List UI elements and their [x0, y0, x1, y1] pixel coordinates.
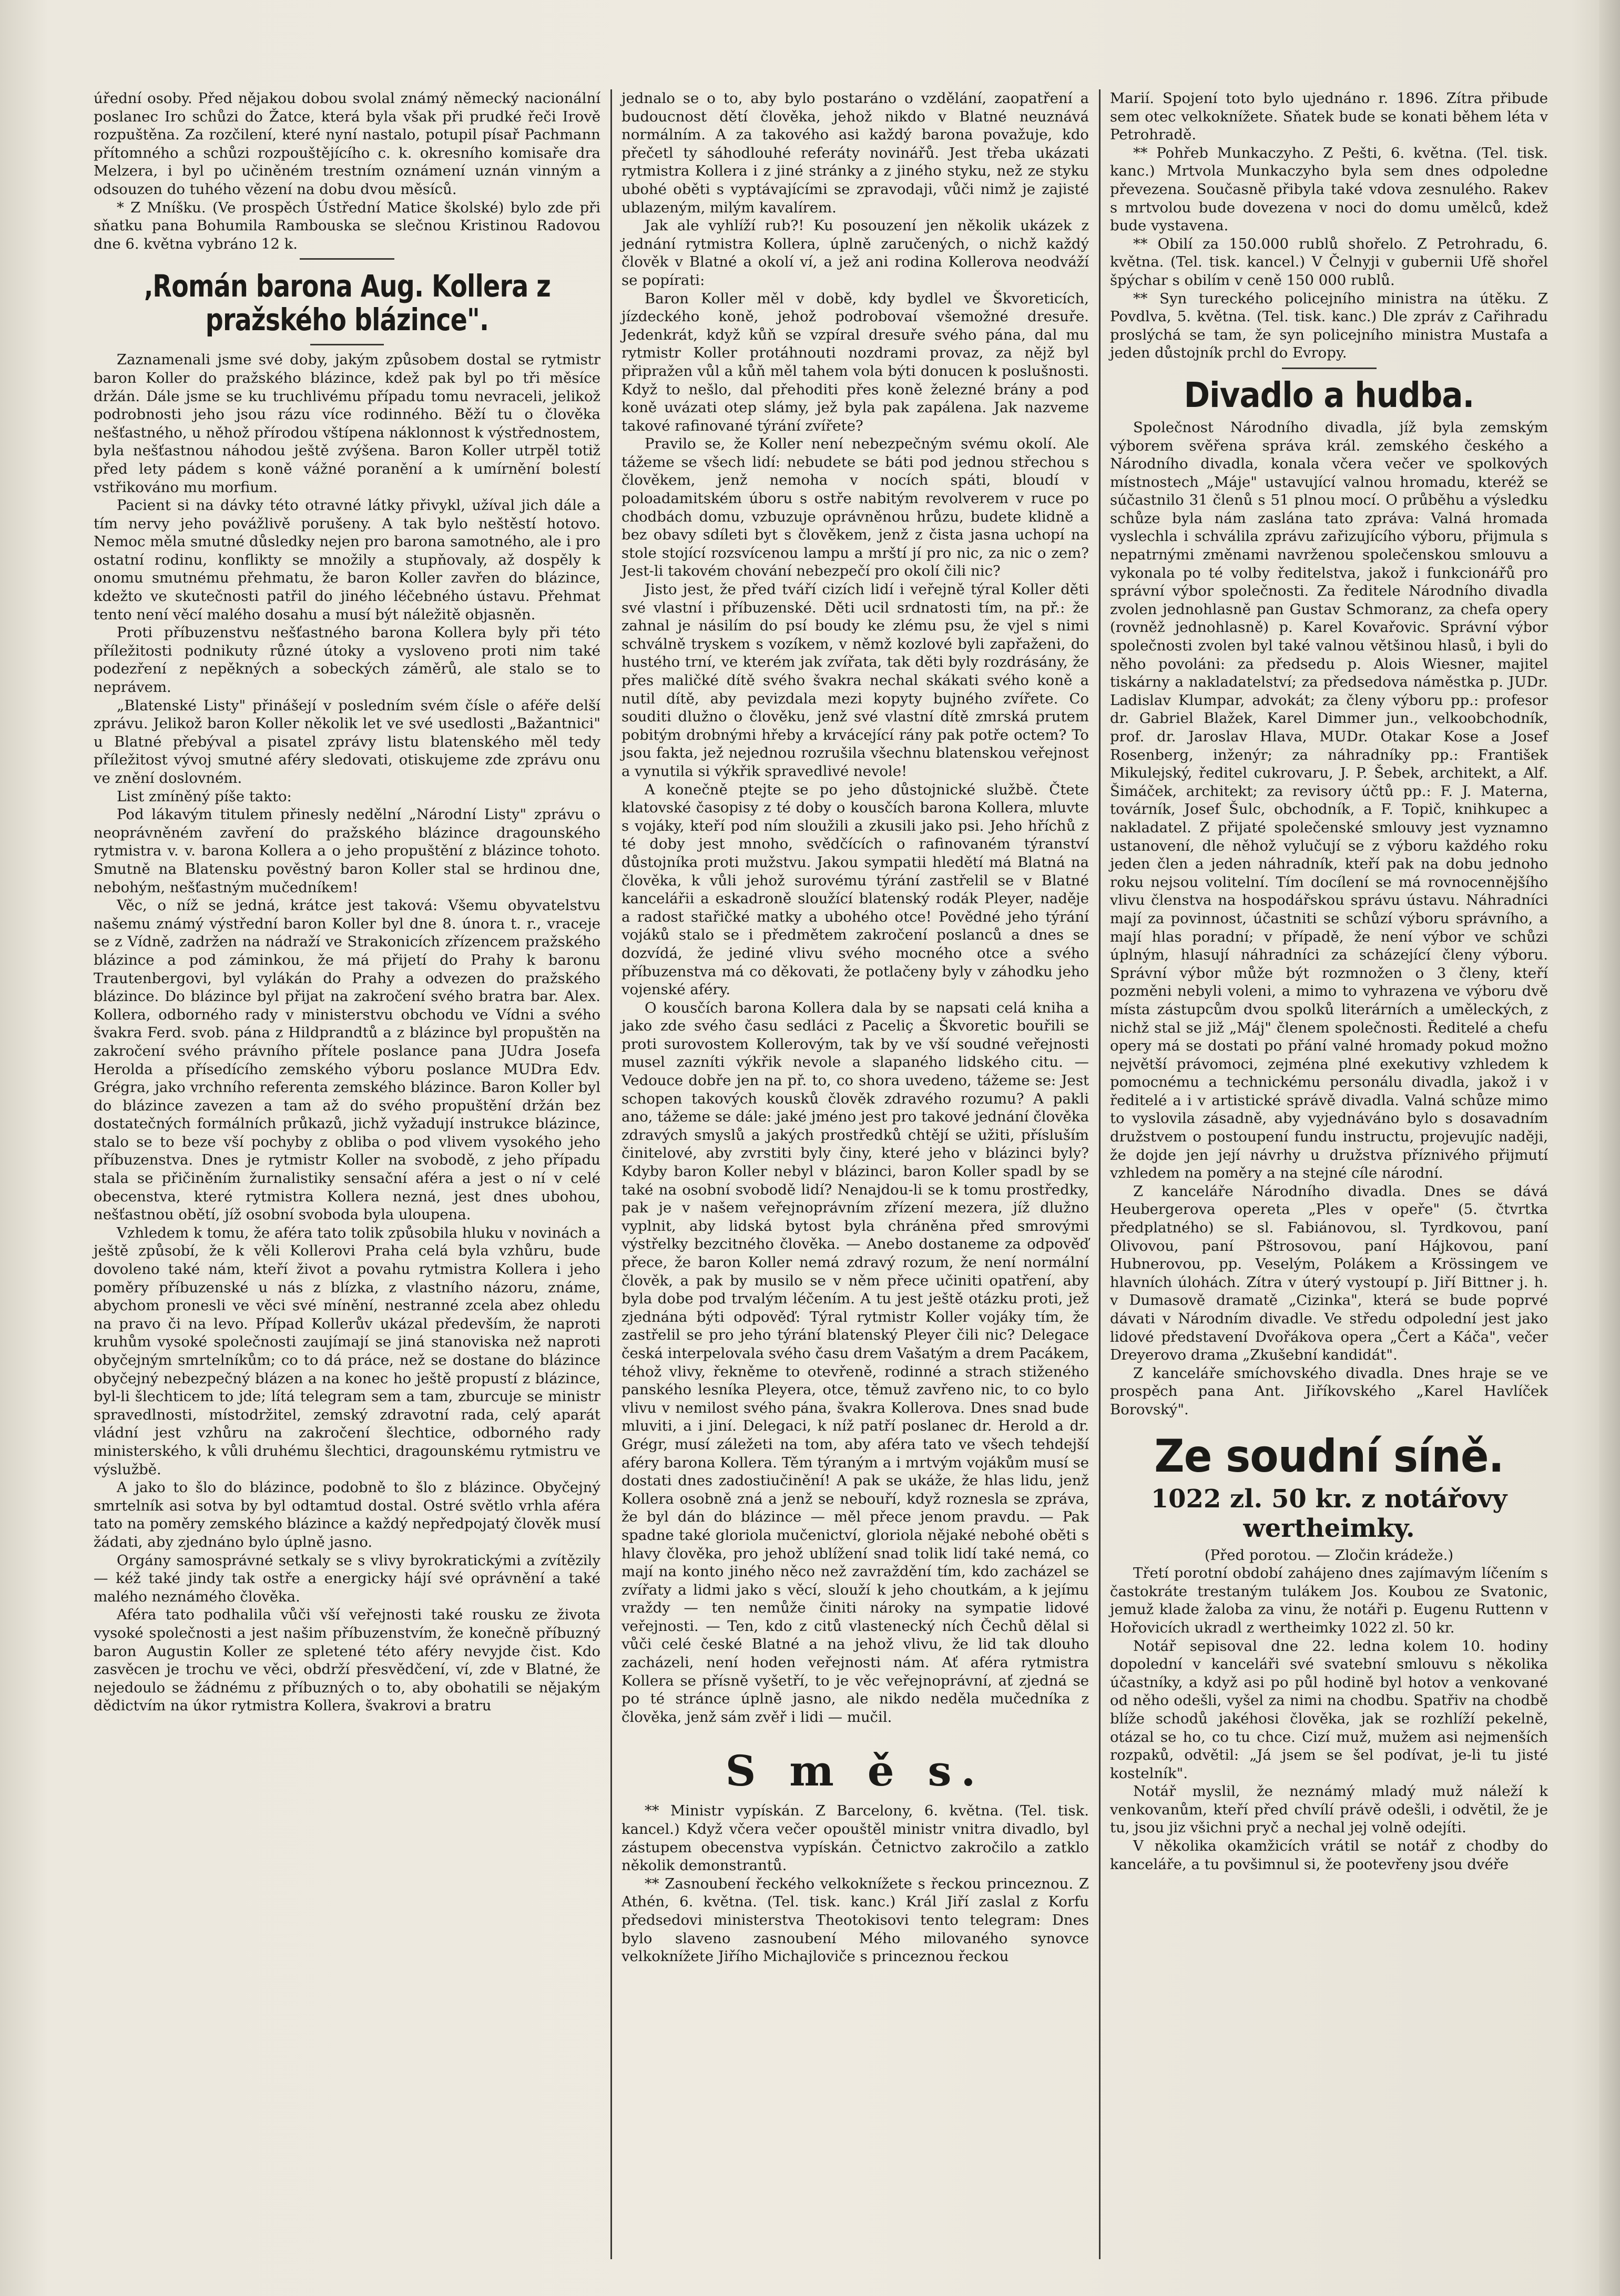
text-paragraph: ** Syn tureckého policejního ministra na útěku. Z Povdlva, 5. května. (Tel. tisk. kanc.) Dle zpráv z Cařihradu proslýchá se tam, že syn policejního ministra Mustafa a jeden důstojník prchl do Evropy.	[1110, 290, 1548, 362]
article-columns	[84, 89, 1573, 2259]
text-paragraph: Aféra tato podhalila vůči vší veřejnosti také rousku ze života vysoké společnosti a jest našim příbuzenstvím, že konečně příbuzný baron Augustin Koller ze spletené této aféry nevyjde čist. Kdo zasvěcen je trochu ve věci, obdrží přesvědčení, ví, zde v Blatné, že nejedoulo se žádnému z příbuzných o to, aby obohatili se nějakým dědictvím na úkor rytmistra Kollera, švakrovi a bratru	[94, 1606, 600, 1715]
text-paragraph: Vzhledem k tomu, že aféra tato tolik způsobila hluku v novinách a ještě způsobí, že k věli Kollerovi Praha celá byla vzhůru, bude dovoleno také nám, kteří život a povahu rytmistra Kollera i jeho poměry příbuzenské u nás z blízka, z vlastního názoru, známe, abychom pronesli ve věci své mínění, nestranné zcela abez ohledu na pravo či na levo. Případ Kollerův ukázal především, že naproti kruhům vysoké společnosti zaujímají se jiná stanoviska než naproti obyčejným smrtelníkům; co to dá práce, než se dostane do blázince obyčejný nebezpečný blázen a na konec ho ještě propustí z blázince, byl-li šlechticem to jde; lítá telegram sem a tam, zburcuje se ministr spravedlnosti, místodržitel, zemský zdravotní rada, celý aparát vládní jest vzhůru na zakročení šlechtice, odborného rady ministerského, k vůli druhému šlechtici, dragounskému rytmistru ve výslužbě.	[94, 1224, 600, 1478]
text-paragraph: V několika okamžicích vrátil se notář z chodby do kanceláře, a tu povšimnul si, že pootevřeny jsou dvéře	[1110, 1838, 1548, 1873]
text-paragraph: * Z Mníšku. (Ve prospěch Ústřední Matice školské) bylo zde při sňatku pana Bohumila Rambouska se slečnou Kristinou Radovou dne 6. května vybráno 12 k.	[94, 199, 600, 252]
text-paragraph: ** Zasnoubení řeckého velkoknížete s řeckou princeznou. Z Athén, 6. května. (Tel. tisk. kanc.) Král Jiří zaslal z Korfu předsedovi ministerstva Theotokisovi tento telegram: Dnes bylo slaveno zasnoubení Mého milovaného synovce velkoknížete Jiřího Michajloviče s princeznou řeckou	[621, 1875, 1089, 1965]
text-paragraph: úřední osoby. Před nějakou dobou svolal známý německý nacionální poslanec Iro schůzi do Žatce, která byla však při prudké řeči Irově rozpuštěna. Za rozčilení, které nyní nastalo, potupil písař Pachmann přítomného a schůzi rozpouštějícího c. k. okresního komisaře dra Melzera, i byl po učiněném trestním oznámení uznán vinným a odsouzen do tuhého vězení na dobu dvou měsíců.	[94, 90, 600, 198]
text-paragraph: Pravilo se, že Koller není nebezpečným svému okolí. Ale tážeme se všech lidí: nebudete se báti pod jednou střechou s člověkem, jenž nemoha v nocích spáti, bloudí v poloadamitském úboru s ostře nabitým revolverem v ruce po chodbách domu, vzbuzuje oprávněnou hrůzu, budete klidně a bez obavy sdíleti byt s člověkem, jenž z čista jasna uchopí na stole stojící rozsvícenou lampu a mrští jí pro nic, za nic o zem? Jest-li takovém chování nebezpečí pro okolí čili nic?	[621, 435, 1089, 580]
section-heading-divadlo: Divadlo a hudba.	[1184, 374, 1474, 415]
text-paragraph: Baron Koller měl v době, kdy bydlel ve Škvoreticích, jízdeckého koně, jehož podrobovaí všemožné dresuře. Jedenkrát, když kůň se vzpíral dresuře svého pána, dal mu rytmistr Koller protáhnouti nozdrami provaz, za nějž byl připražen vůl a kůň měl tahem vola býti donucen k poslušnosti. Když to nešlo, dal přehoditi přes koně železné brány a pod koně uvázati otep slámy, jež byla pak zapálena. Jak nazveme takové rafinované týrání zvířete?	[621, 290, 1089, 434]
text-paragraph: ** Obilí za 150.000 rublů shořelo. Z Petrohradu, 6. května. (Tel. tisk. kancel.) V Čelnyji v gubernii Ufě shořel špýchar s obilím v ceně 150 000 rublů.	[1110, 235, 1548, 289]
text-paragraph: Marií. Spojení toto bylo ujednáno r. 1896. Zítra přibude sem otec velkoknížete. Sňatek bude se konati během léta v Petrohradě.	[1110, 90, 1548, 144]
divider	[300, 258, 394, 260]
text-paragraph: ** Ministr vypískán. Z Barcelony, 6. května. (Tel. tisk. kancel.) Když včera večer opouštěl ministr vnitra divadlo, byl zástupem obecenstva vypískán. Četnictvo zakročilo a zatklo několik demonstrantů.	[621, 1802, 1089, 1874]
page-edge-shadow	[1599, 0, 1620, 2296]
section-heading-smes: S m ě s.	[725, 1746, 985, 1796]
column-1	[84, 89, 610, 2259]
text-paragraph: Jak ale vyhlíží rub?! Ku posouzení jen několik ukázek z jednání rytmistra Kollera, úplně zaručených, o nichž každý člověk v Blatné a okolí ví, a jež ani rodina Kollerova neodváží se popírati:	[621, 217, 1089, 289]
text-paragraph: Z kanceláře smíchovského divadla. Dnes hraje se ve prospěch pana Ant. Jiříkovského „Karel Havlíček Borovský".	[1110, 1364, 1548, 1418]
text-paragraph: „Blatenské Listy" přinášejí v posledním svém čísle o aféře delší zprávu. Jelikož baron Koller několik let ve své usedlosti „Bažantnici" u Blatné přebýval a pisatel zprávy listu blatenského měl tedy příležitost vývoj smutné aféry sledovati, otiskujeme zde zprávu onu ve znění doslovném.	[94, 697, 600, 787]
text-paragraph: A konečně ptejte se po jeho důstojnické službě. Čtete klatovské časopisy z té doby o kousčích barona Kollera, mluvte s vojáky, kteří pod ním sloužili a zkusili jako psi. Jeho hříchů z té doby jest mnoho, svědčících o rafinovaném týranství důstojníka proti mužstvu. Jakou sympatii hledětí má Blatná na člověka, k vůli jehož surovému týrání zastřelil se v Blatné kancelářii a eskadroně sloužící blatenský rodák Pleyer, naděje a radost stařičké matky a ubohého otce! Povědné jeho týrání vojáků stalo se i předmětem zakročení poslanců a dnes se dozvídá, že jediné vlivu svého mocného otce a svého příbuzenstva má co děkovati, že potlačeny byly v záhodku jeho vojenské aféry.	[621, 781, 1089, 998]
article-subheadline: 1022 zl. 50 kr. z notářovy wertheimky.	[1150, 1484, 1507, 1543]
text-paragraph: Jisto jest, že před tváří cizích lidí i veřejně týral Koller děti své vlastní i příbuzenské. Děti ucil srdnatosti tím, na př.: že zahnal je násilím do psí boudy ke zlému psu, že vjel s nimi schválně tryskem s vozíkem, v němž kozlové byli zapřaženi, do hustého trní, ve kterém jak zvířata, tak děti byly rozdrásány, že přes maličké dítě svého švakra nechal skákati svého koně a nutil dítě, aby pevizdala mezi kopyty bujného zvířete. Co souditi dlužno o člověku, jenž své vlastní dítě zmrská prutem pobitým drobnými hřeby a krvácející rány pak potře octem? To jsou fakta, jež nejednou rozrušila všechnu blatenskou veřejnost a vynutila si výkřik spravedlivé nevole!	[621, 581, 1089, 780]
text-paragraph: Zaznamenali jsme své doby, jakým způsobem dostal se rytmistr baron Koller do pražského blázince, kdež pak byl po tři měsíce držán. Dále jsme se ku truchlivému případu tomu nevraceli, jelikož podrobnosti jeho jsou rázu více rodinného. Běží tu o člověka nešťastného, u něhož přírodou vštípena náklonnost k výstřednostem, byla nešťastnou náhodou ještě zvýšena. Baron Koller utrpěl totiž před lety pádem s koně vážné poranění a k umírnění bolestí vstřikováno mu morfium.	[94, 351, 600, 496]
text-paragraph: Orgány samosprávné setkaly se s vlivy byrokratickými a zvítězily — kéž také jindy tak ostře a energicky hájí své oprávnění a také malého neznámého člověka.	[94, 1552, 600, 1605]
text-paragraph: Třetí porotní období zahájeno dnes zajímavým líčením s častokráte trestaným tulákem Jos. Koubou ze Svatonic, jemuž klade žaloba za vinu, že notáři p. Eugenu Ruttenn v Hořovicích ukradl z wertheimky 1022 zl. 50 kr.	[1110, 1565, 1548, 1636]
text-paragraph: Notář myslil, že neznámý mladý muž náleží k venkovanům, kteří před chvílí právě odešli, i odvětil, že je tu, jsou jiz všichni pryč a nechal jej volně odejíti.	[1110, 1783, 1548, 1836]
text-paragraph: jednalo se o to, aby bylo postaráno o vzdělání, zaopatření a budoucnost dětí člověka, jehož nikdo v Blatné neuznává normálním. A za takového asi každý barona považuje, kdo přečetl ty sáhodlouhé referáty novinářů. Jest třeba ukázati rytmistra Kollera i z jiné stránky a z jiného styku, než ze styku ubohé oběti s vyptávajícími se zpravodaji, vůči nimž je zajisté ublazeným, milým kavalírem.	[621, 90, 1089, 216]
text-paragraph: O kousčích barona Kollera dala by se napsati celá kniha a jako zde svého času sedláci z Paceliç a Škvoretic bouřili se proti surovostem Kollerovým, tak by ve vší soudné veřejnosti musel zazníti výkřik nevole a slapaného lidského citu. — Vedouce dobře jen na př. to, co shora uvedeno, tážeme se: Jest schopen takových kousků člověk zdravého rozumu? A pakli ano, tážeme se dále: jaké jméno jest pro takové jednání člověka zdravých smyslů a jakých prostředků chtějí se užiti, přísluším činitelové, aby zvrstiti byly činy, které jeho v blázinci byly? Kdyby baron Koller nebyl v blázinci, baron Koller spadl by se také na osobní svobodě lidí? Nenajdou-li se k tomu prostředky, pak je v našem veřejnoprávním zřízení mezera, jíž dlužno vyplnit, aby lidská bytost byla chráněna před smrovými výstřelky bezcitného člověka. — Anebo dostaneme za odpověď přece, že baron Koller nemá zdravý rozum, že není normální člověk, a pak by musilo se v něm přece učiniti opatření, aby byla dobe pod trvalým léčením. A tu jest ještě otázku proti, jež zjednána býti odpověď: Týral rytmistr Koller vojáky tím, že zastřelil se pro jeho týrání blatenský Pleyer čili nic? Delegace česká interpelovala svého času drem Vašatým a drem Pacákem, téhož vlivy, řekněme to otevřeně, rodinné a strach stiženého panského lesníka Pleyera, otce, těmuž zavřeno nic, to co bylo vlivu v nemilost svého pána, švakra Kollerova. Dnes snad bude mluviti, a i jiní. Delegaci, k níž patří poslanec dr. Herold a dr. Grégr, musí záležeti na tom, aby aféra tato ve všech tehdejší aféry barona Kollera. Těm týraným a i mrtvým vojákům musí se dostati dnes zadostiučinění! A pak se ukáže, že hlas lidu, jenž Kollera osobně zná a jenž se nebouří, když roznesla se zpráva, že byl dán do blázince — měl přece jenom pravdu. — Pak spadne také gloriola mučenictví, gloriola nějaké nebohé oběti s hlavy člověka, pro jehož ublížení snad tolik lidí také nemá, co mají na konto jiného něco než zavraždění tím, kdo zacházel se zvířaty a lidmi jako s věcí, slouží k jeho choutkám, a k jejímu vraždy — ten nemůže činiti nároky na sympatie lidové veřejnosti. — Ten, kdo z citů vlastenecký ních Čechů dělal si vůči celé české Blatné a na jehož vlivu, že lid tak dlouho zacházeli, není hoden veřejnosti nám. Ať aféra rytmistra Kollera se přísně vyšetří, to je věc veřejnoprávní, ať zjedná se po té stránce úplně jasno, ale nikdo neděla mučedníka z člověka, jenž sám zvěř i lidi — mučil.	[621, 999, 1089, 1726]
text-paragraph: List zmíněný píše takto:	[117, 788, 292, 805]
text-paragraph: Pod lákavým titulem přinesly nedělní „Národní Listy" zprávu o neoprávněném zavření do pražského blázince dragounského rytmistra v. v. barona Kollera a o jeho propuštění z blázince tohoto. Smutně na Blatensku pověstný baron Koller stal se hrdinou dne, nebohým, nešťastným mučedníkem!	[94, 806, 600, 896]
text-paragraph: Společnost Národního divadla, jíž byla zemským výborem svěřena správa král. zemského českého a Národního divadla, konala včera večer ve spolkových místnostech „Máje" ustavující valnou hromadu, kteréž se súčastnilo 31 členů s 51 plnou mocí. O průběhu a výsledku schůze byla nám zaslána tato zpráva: Valná hromada vyslechla i schválila zprávu zařizujícího výboru, přijmula s nepatrnými změnami navrženou společenskou smlouvu a vykonala po té volby ředitelstva, jakož i funkcionářů pro správní výbor společnosti. Za ředitele Národního divadla zvolen jednohlasně pan Gustav Schmoranz, za chefa opery (rovněž jednohlasně) p. Karel Kovařovic. Správní výbor společnosti zvolen byl také valnou většinou hlasů, i byli do něho povoláni: za předsedu p. Alois Wiesner, majitel tiskárny a nakladatelství; za předsedova náměstka p. JUDr. Ladislav Klumpar, advokát; za členy výboru pp.: profesor dr. Gabriel Blažek, Karel Dimmer jun., velkoobchodník, prof. dr. Jaroslav Hlava, MUDr. Otakar Kose a Josef Rosenberg, inženýr; za náhradníky pp.: František Mikulejský, ředitel cukrovaru, J. P. Šebek, architekt, a Alf. Šimáček, architekt; za revisory účtů pp.: F. J. Materna, továrník, Josef Šulc, obchodník, a F. Topič, knihkupec a nakladatel. Z přijaté společenské smlouvy jest vyznamno ustanovení, dle něhož vylučují se z výboru každého roku jeden člen a jeden náhradník, kteří pak na dobu jednoho roku nejsou volitelní. Tím docílení se má rovnocennějšího vlivu členstva na hospodářskou správu ústavu. Náhradníci mají za povinnost, účastniti se schůzí výboru správního, a mají hlas poradní; v případě, že není výbor ve schůzi úplným, hlasují náhradníci za scházející členy výboru. Správní výbor může být rozmnožen o 3 členy, kteří pozměni nebyli voleni, a mimo to vyhrazena ve výboru dvě místa zástupcům dvou spolků literárních a uměleckých, z nichž stal se již „Máj" členem společnosti. Ředitelé a chefu opery má se dostati po přání valné hromady pokud možno největší právomoci, zejména plné exekutivy vzhledem k pomocnému a technickému personálu divadla, jakož i v ředitelé a i v artistické správě divadla. Valná schůze mimo to vyslovila zásadně, aby vyjednáváno bylo s dosavadním družstvem o postoupení fundu instructu, projevujíc naději, že dojde jen její návrhy u družstva příznivého přijmutí vzhledem na poměry a na stejné cíle národní.	[1110, 419, 1548, 1182]
section-heading-soud: Ze soudní síně.	[1154, 1430, 1504, 1483]
text-paragraph: Věc, o níž se jedná, krátce jest taková: Všemu obyvatelstvu našemu známý výstřední baron Koller byl dne 8. února t. r., vraceje se z Vídně, zadržen na nádraží ve Strakonicích zřízencem pražského blázince a pod záminkou, že má přijetí do Prahy k baronu Trautenbergovi, byl vylákán do Prahy a odvezen do pražského blázince. Do blázince byl přijat na zakročení svého bratra bar. Alex. Kollera, odborného rady v ministerstvu obchodu ve Vídni a svého švakra Ferd. svob. pána z Hildprandtů a z blázince byl propuštěn na zakročení svého právního přítele poslance pana JUdra Josefa Herolda a přísedícího zemského výboru poslance MUDra Edv. Grégra, jako vrchního referenta zemského blázince. Baron Koller byl do blázince zavezen a tam až do svého propuštění držán bez dostatečných formálních průkazů, jichž vyžadují instrukce blázince, stalo se to beze vší pochyby z obliba o pod vlivem vysokého jeho příbuzenstva. Dnes je rytmistr Koller na svobodě, z jeho případu stala se přičiněním žurnalistiky sensační aféra a jest o ní v celé obecenstva, které rytmistra Kollera nezná, jest dnes ubohou, nešťastnou obětí, jíž osobní svoboda byla uloupena.	[94, 897, 600, 1223]
article-headline: ‚Román barona Aug. Kollera z pražského blázince".	[144, 268, 551, 338]
divider	[1282, 368, 1377, 369]
text-paragraph: (Před porotou. — Zločin krádeže.)	[1204, 1546, 1454, 1564]
text-paragraph: Notář sepisoval dne 22. ledna kolem 10. hodiny dopolední v kanceláři své svatební smlouvu s několika účastníky, a když asi po půl hodině byl hotov a venkované od něho odešli, vyšel za nimi na chodbu. Spatřiv na chodbě blíže schodů jakéhosi člověka, jak se rozhlíží pekelně, otázal se ho, co tu chce. Cizí muž, mužem asi nejmenších rozpaků, odvětil: „Já jsem se šel podívat, je-li tu jisté kostelník".	[1110, 1637, 1548, 1782]
text-paragraph: Z kanceláře Národního divadla. Dnes se dává Heubergerova opereta „Ples v opeře" (5. čtvrtka předplatného) se sl. Fabiánovou, sl. Tyrdkovou, paní Olivovou, paní Pštrosovou, paní Hájkovou, paní Hubnerovou, pp. Veselým, Polákem a Krössingem ve hlavních úlohách. Zítra v úterý vystoupí p. Jiří Bittner j. h. v Dumasově dramatě „Cizinka", která se bude poprvé dávati v Národním divadle. Ve středu odpolední jest jako lidové představení Dvořákova opera „Čert a Káča", večer Dreyerovo drama „Zkušební kandidát".	[1110, 1182, 1548, 1364]
text-paragraph: A jako to šlo do blázince, podobně to šlo z blázince. Obyčejný smrtelník asi sotva by byl odtamtud dostal. Ostré světlo vrhla aféra tato na poměry zemského blázince a každý nepředpojatý člověk musí žádati, aby zjednáno bylo úplně jasno.	[94, 1479, 600, 1550]
column-2	[610, 89, 1098, 2259]
text-paragraph: ** Pohřeb Munkaczyho. Z Pešti, 6. května. (Tel. tisk. kanc.) Mrtvola Munkaczyho byla sem dnes odpoledne převezena. Současně přibyla také vdova zesnulého. Rakev s mrtvolou bude dovezena v noci do domu umělců, kdež bude vystavena.	[1110, 144, 1548, 234]
divider	[310, 344, 384, 345]
text-paragraph: Pacient si na dávky této otravné látky přivykl, užíval jich dále a tím nervy jeho povážlivě porušeny. A tak bylo neštěstí hotovo. Nemoc měla smutné důsledky nejen pro barona samotného, ale i pro ostatní rodinu, konflikty se množily a stupňovaly, až dospěly k onomu smutnému přehmatu, že baron Koller zavřen do blázince, kdežto ve skutečnosti patřil do jiného léčebného ústavu. Přehmat tento není věcí malého dosahu a musí být náležitě objasněn.	[94, 497, 600, 623]
column-3	[1099, 89, 1557, 2259]
text-paragraph: Proti příbuzenstvu nešťastného barona Kollera byly při této příležitosti podnikuty různé útoky a vysloveno proti nim také podezření z nepěkných a sobeckých záměrů, ale stalo se to neprávem.	[94, 624, 600, 696]
